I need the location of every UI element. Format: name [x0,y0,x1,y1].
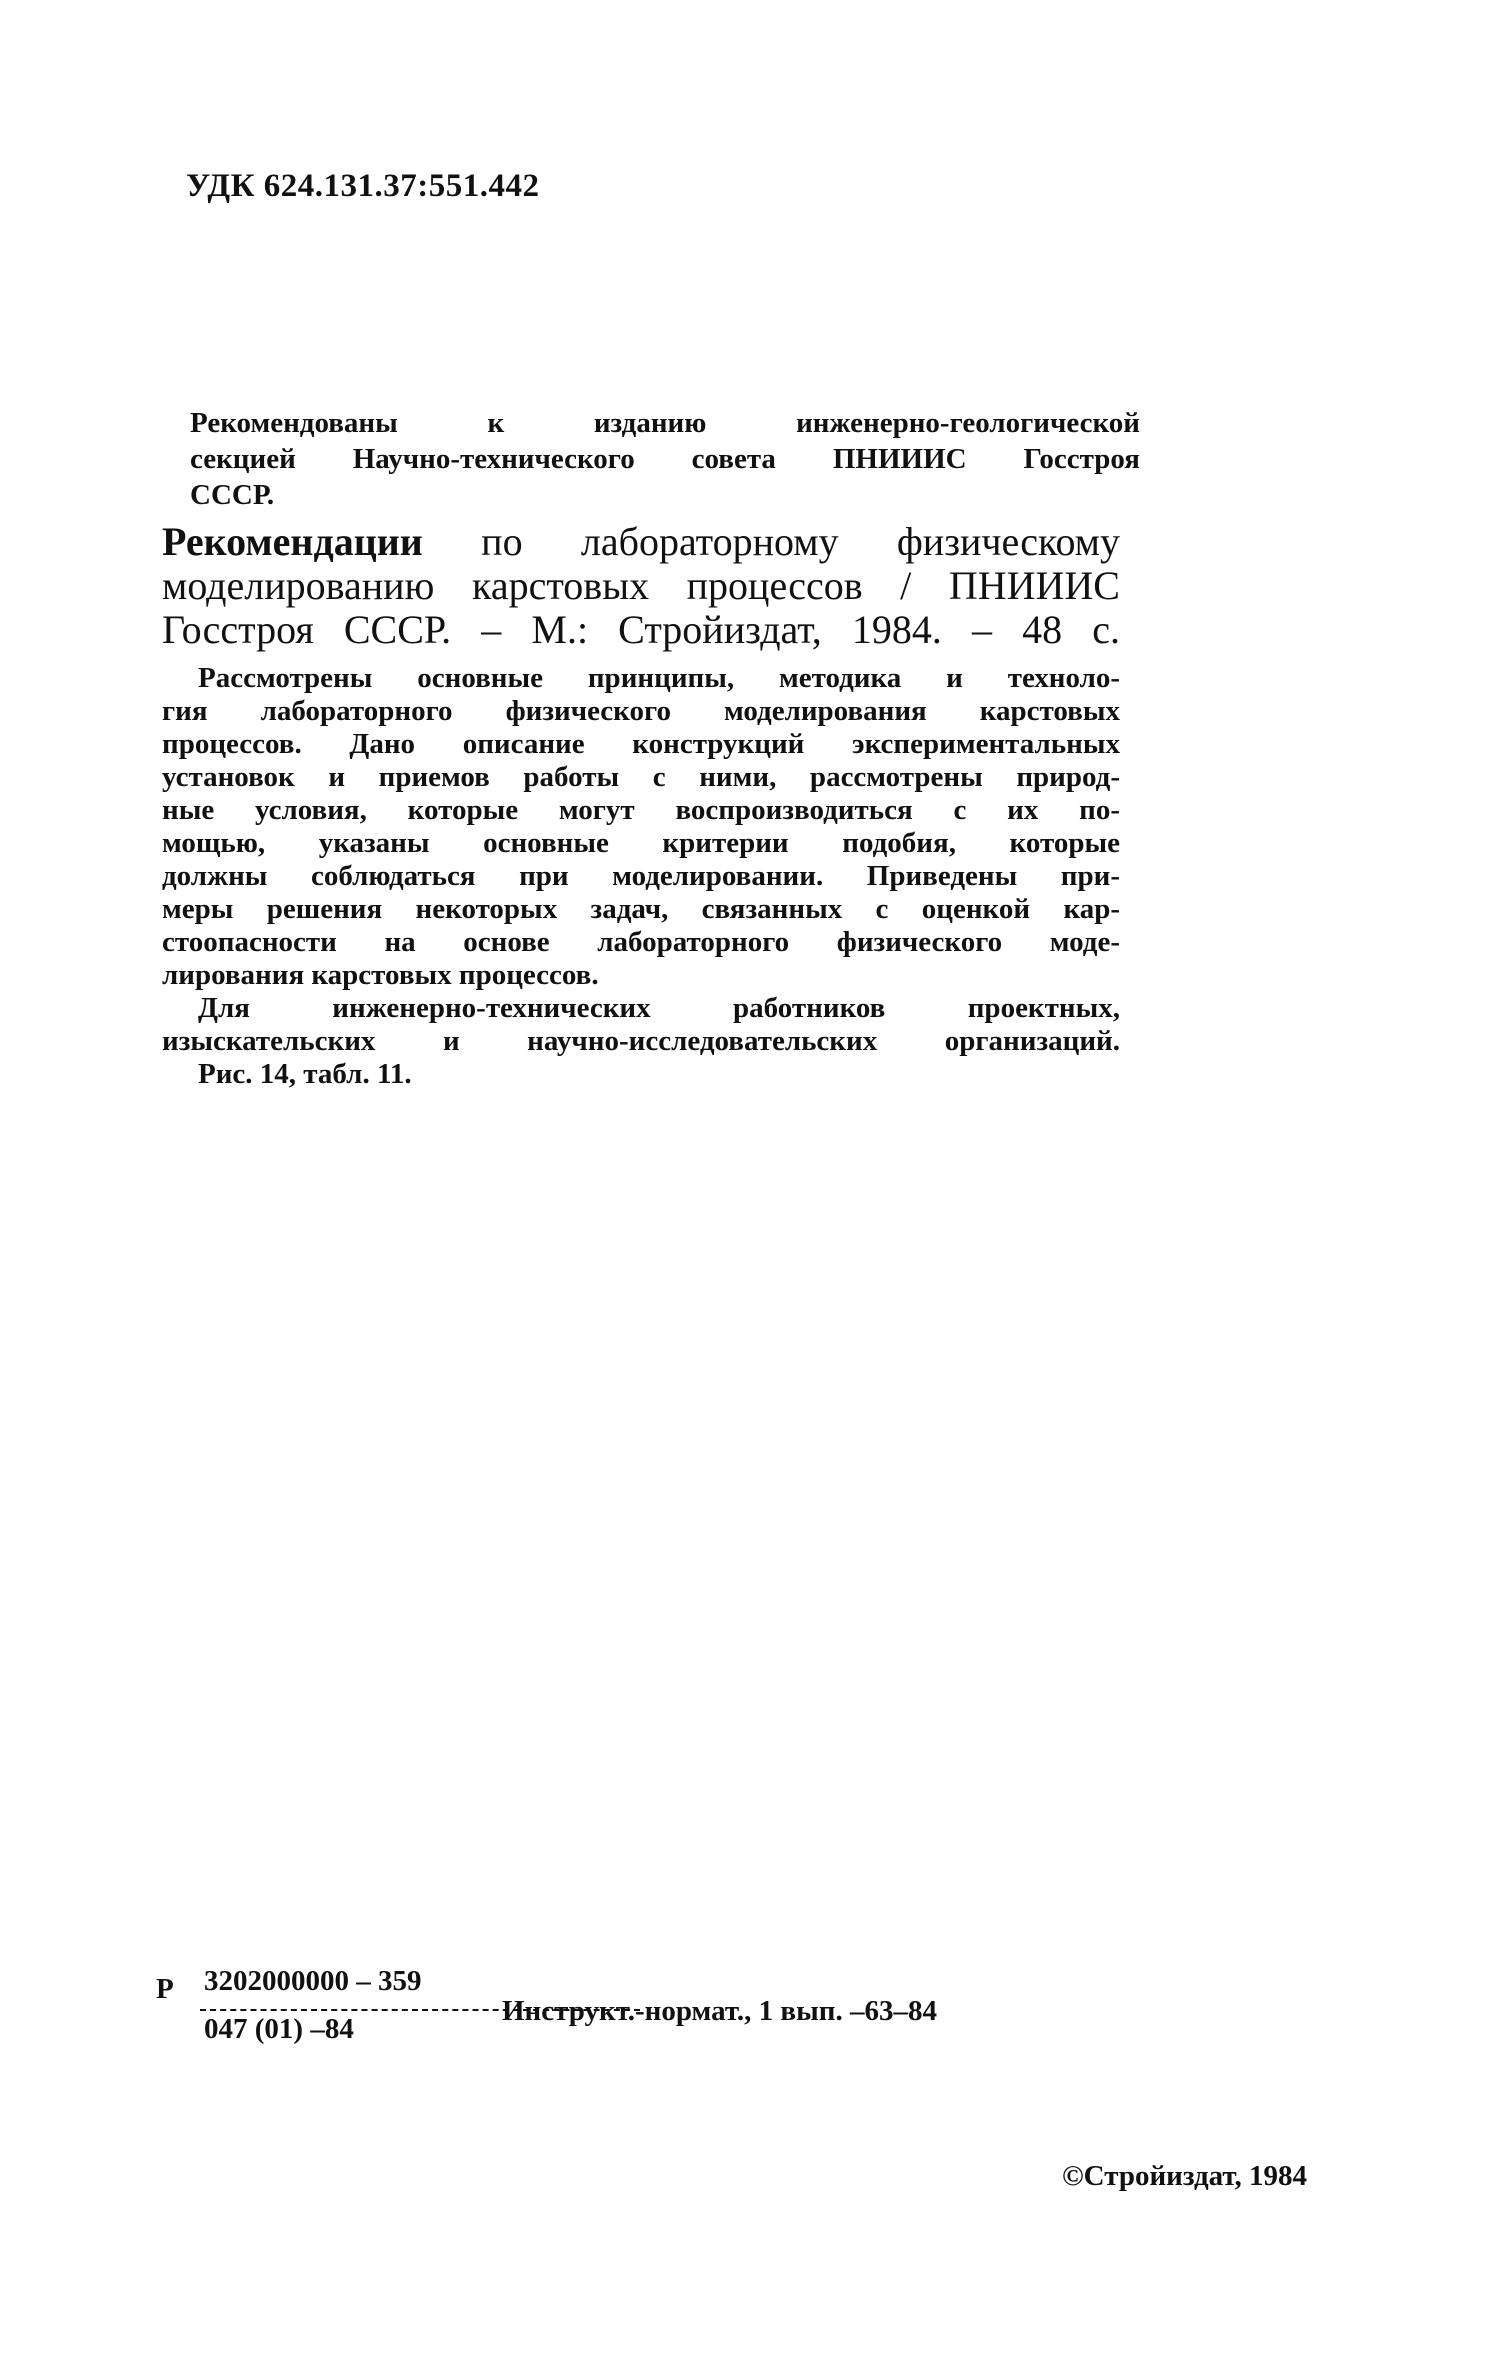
abstract-line: ные условия, которые могут воспроизводиться с их по- [162,794,1120,826]
abstract-line: гия лабораторного физического моделирования карстовых [162,695,1120,727]
publication-index [156,1965,1056,2045]
recommendation-line-2: секцией Научно-технического совета ПНИИИС Госстроя [190,443,1140,475]
abstract-line: мощью, указаны основные критерии подобия, которые [162,827,1120,859]
abstract-line: меры решения некоторых задач, связанных с оценкой кар- [162,893,1120,925]
abstract-line: должны соблюдаться при моделировании. Приведены при- [162,860,1120,892]
biblio-line-2: моделированию карстовых процессов / ПНИИИС [162,563,1120,608]
abstract-line: лирования карстовых процессов. [162,959,599,991]
audience-line-1: Для инженерно-технических работников проектных, [198,992,1120,1024]
bibliographic-description [162,520,1120,652]
abstract-line: Рассмотрены основные принципы, методика и техноло- [198,662,1120,694]
abstract-line: установок и приемов работы с ними, рассмотрены природ- [162,761,1120,793]
recommendation-line-3: СССР. [190,479,275,511]
index-denominator: 047 (01) –84 [204,2013,354,2045]
index-numerator: 3202000000 – 359 [204,1965,422,1997]
biblio-title-lead: Рекомендации [162,519,423,564]
index-prefix: Р [156,1973,174,2005]
biblio-line-1 [162,520,1120,564]
biblio-line-3: Госстроя СССР. – М.: Стройиздат, 1984. – 48 с. [162,607,1120,652]
biblio-title-rest: по лабораторному физическому [422,519,1120,564]
abstract-line: стоопасности на основе лабораторного физического моде- [162,926,1120,958]
index-catalog-note: Инструкт.-нормат., 1 вып. –63–84 [502,1995,937,2027]
abstract [162,662,1120,1091]
figures-count: Рис. 14, табл. 11. [198,1058,412,1090]
copyright-notice: ©Стройиздат, 1984 [1062,2160,1307,2192]
recommendation-note [190,405,1140,513]
abstract-line: процессов. Дано описание конструкций экспериментальных [162,728,1120,760]
recommendation-line-1: Рекомендованы к изданию инженерно-геологической [190,407,1140,439]
udk-code: УДК 624.131.37:551.442 [186,168,540,204]
audience-line-2: изыскательских и научно-исследовательских организаций. [162,1025,1120,1057]
